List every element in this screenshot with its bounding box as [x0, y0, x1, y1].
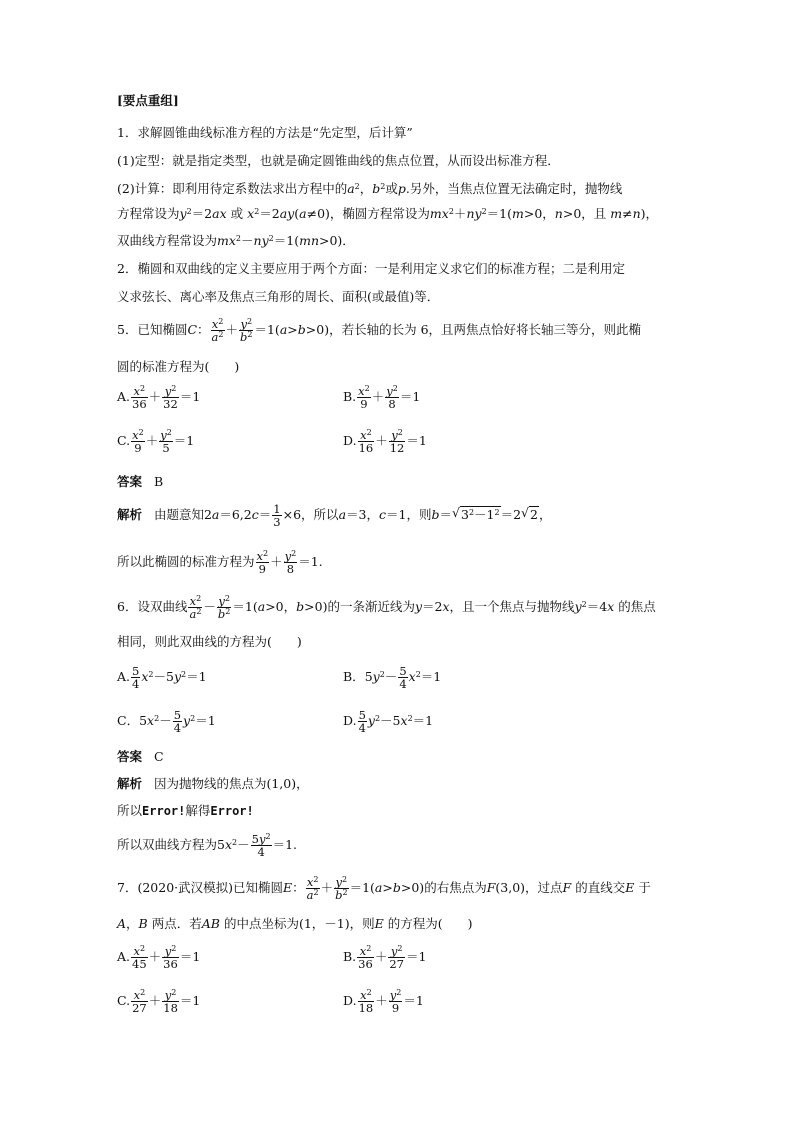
q6-answer: 答案 C [117, 749, 164, 764]
q7-option-c: C. $\frac{x^2}{27}$ ＋ $\frac{y^2}{18}$ ＝1 [117, 988, 201, 1015]
q5-analysis: 解析 由题意知2a＝6,2c＝ $\frac{1}{3}$ ×6，所以a＝3，c＝1，则b＝√ $3^2-1^2=2√$ 2， [117, 503, 552, 528]
q7-option-a: A. $\frac{x^2}{45}$ ＋ $\frac{y^2}{36}$ ＝1 [117, 944, 201, 971]
q5-answer: 答案 B [117, 474, 164, 489]
point-2-line2: 义求弦长、离心率及焦点三角形的周长、面积(或最值)等． [117, 289, 440, 304]
q7-option-b: B. $\frac{x^2}{36}$ ＋ $\frac{y^2}{27}$ ＝1 [343, 944, 427, 971]
q6-conclusion: 所以双曲线方程为$5x^2-$ $\frac{5y^2}{4}$ ＝1. [117, 832, 297, 859]
point-2-line1: 2．椭圆和双曲线的定义主要应用于两个方面：一是利用定义求它们的标准方程；二是利用定 [117, 261, 625, 276]
q5-option-c: C. $\frac{x^2}{9}$ ＋ $\frac{y^2}{5}$ ＝1 [117, 428, 195, 455]
q7-option-d: D. $\frac{x^2}{18}$ ＋ $\frac{y^2}{9}$ ＝1 [343, 988, 424, 1015]
question-5-stem: 5．已知椭圆C： $\frac{x^2}{a^2}$ ＋ $\frac{y^2}{b^2}$ ＝1(a>b>0)，若长轴的长为 6，且两焦点恰好将长轴三等分，则此椭 [117, 317, 642, 344]
question-7-stem-2: A，B 两点．若AB 的中点坐标为(1，－1)，则E 的方程为( ) [117, 916, 473, 931]
q6-option-d: D. $\frac{5}{4}$ $y^2-5x^2=1$ [343, 708, 434, 735]
q5-option-d: D. $\frac{x^2}{16}$ ＋ $\frac{y^2}{12}$ ＝1 [343, 428, 427, 455]
point-1-2-line2: 方程常设为$y^2=2ax$ 或 $x^2=2ay(a\ne 0)$，椭圆方程常设为$mx^2+ny^2=1(m>0$，n>0，且 m≠n)， [117, 206, 659, 221]
q6-error-line: 所以Error!解得Error! [117, 803, 254, 818]
question-5-stem-2: 圆的标准方程为( ) [117, 359, 240, 374]
section-title: [要点重组] [117, 93, 179, 108]
q6-option-a: A. $\frac{5}{4}$ $x^2-5y^2=1$ [117, 664, 207, 691]
q6-option-c: C．$5x^2-$ $\frac{5}{4}$ $y^2=1$ [117, 708, 216, 735]
q5-option-a: A. $\frac{x^2}{36}$ ＋ $\frac{y^2}{32}$ ＝1 [117, 384, 201, 411]
question-6-stem-2: 相同，则此双曲线的方程为( ) [117, 634, 302, 649]
q6-analysis: 解析 因为抛物线的焦点为(1,0)， [117, 776, 309, 791]
point-1-2-line3: 双曲线方程常设为$mx^2-ny^2=1(mn>0)$． [117, 233, 355, 248]
question-6-stem: 6．设双曲线 $\frac{x^2}{a^2}$ － $\frac{y^2}{b^2}$ ＝1(a>0，b>0)的一条渐近线为y＝2x，且一个焦点与抛物线$y^2=4x$ 的焦点 [117, 594, 656, 621]
q6-option-b: B．$5y^2-$ $\frac{5}{4}$ $x^2=1$ [343, 664, 442, 691]
question-7-stem: 7．(2020·武汉模拟)已知椭圆E： $\frac{x^2}{a^2}$ ＋ $\frac{y^2}{b^2}$ ＝1(a>b>0)的右焦点为F(3,0)，过点F 的直线交E 于 [117, 875, 651, 902]
q5-option-b: B. $\frac{x^2}{9}$ ＋ $\frac{y^2}{8}$ ＝1 [343, 384, 421, 411]
point-1: 1．求解圆锥曲线标准方程的方法是“先定型，后计算” [117, 125, 413, 140]
point-1-2-line1: (2)计算：即利用待定系数法求出方程中的$a^2$，$b^2$或p.另外，当焦点位置无法确定时，抛物线 [117, 181, 623, 196]
q5-conclusion: 所以此椭圆的标准方程为 $\frac{x^2}{9}$ ＋ $\frac{y^2}{8}$ ＝1. [117, 549, 323, 576]
point-1-1: (1)定型：就是指定类型，也就是确定圆锥曲线的焦点位置，从而设出标准方程． [117, 153, 560, 168]
